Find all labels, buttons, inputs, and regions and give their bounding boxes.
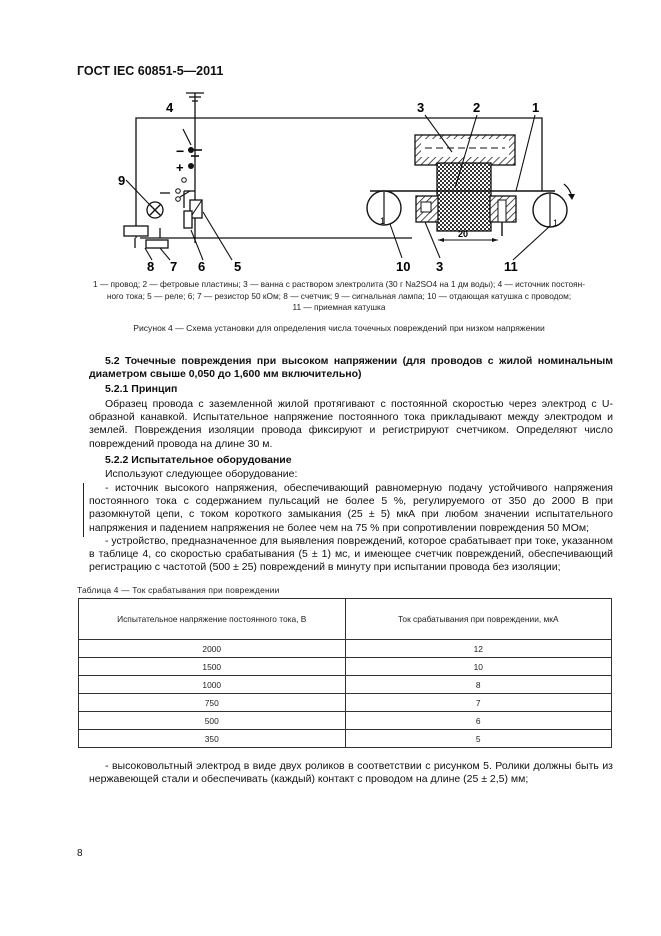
callout-8: 8 xyxy=(147,259,155,274)
equipment-item-hv-source: - источник высокого напряжения, обеспечивающий равномерную подачу устойчивого напряжения постоянного тока с содержанием пульсаций не более 5 %, регулируемого от 350 до 2000 В при разомкнутой цепи, с током короткого замыкания (25 ± 5) мкА при любом значении испытательного напряжения и падением напряжения не более чем на 75 % при сопротивлении повреждения 50 МОм; xyxy=(89,482,613,534)
cell-current: 12 xyxy=(345,640,612,658)
cell-current: 8 xyxy=(345,676,612,694)
resistor-7-icon xyxy=(146,240,168,248)
cell-voltage: 750 xyxy=(79,694,346,712)
cell-voltage: 1500 xyxy=(79,658,346,676)
equipment-intro: Используют следующее оборудование: xyxy=(105,468,298,480)
cell-voltage: 1000 xyxy=(79,676,346,694)
legend-line: 1 — провод; 2 — фетровые пластины; 3 — ванна с раствором электролита (30 г Na2SO4 на 1 дм воды); 4 — источник постоян- xyxy=(93,279,585,289)
table-header-voltage: Испытательное напряжение постоянного тока, В xyxy=(79,599,346,640)
equipment-item-electrode: - высоковольтный электрод в виде двух роликов в соответствии с рисунком 5. Ролики должны быть из нержавеющей стали и обеспечивать (каждый) контакт с проводом на длине (25 ± 2,5) мм; xyxy=(89,760,613,786)
cell-current: 6 xyxy=(345,712,612,730)
callout-6: 6 xyxy=(198,259,206,274)
table-row xyxy=(79,730,612,748)
cell-voltage: 2000 xyxy=(79,640,346,658)
callout-10: 10 xyxy=(396,259,411,274)
callout-7: 7 xyxy=(170,259,178,274)
table-row xyxy=(79,640,612,658)
table-caption: Таблица 4 — Ток срабатывания при повреждении xyxy=(77,585,280,595)
change-bar xyxy=(83,483,84,537)
callout-2: 2 xyxy=(473,100,481,115)
page-number: 8 xyxy=(77,848,83,859)
resistor-icon xyxy=(184,211,192,228)
callout-9: 9 xyxy=(118,173,126,188)
callout-4: 4 xyxy=(166,100,174,115)
section-5-2-1-text: Образец провода с заземленной жилой протягивают с постоянной скоростью через электрод с U-образной канавкой. Испытательное напряжение постоянного тока прикладывают между электродом и землей. Повреждения изоляции провода фиксируют и регистрируют счетчиком. Определяют число повреждений провода на длине 30 м. xyxy=(89,398,613,450)
roller-right-label: 1 xyxy=(553,218,559,228)
section-5-2-heading: 5.2 Точечные повреждения при высоком напряжении (для проводов с жилой номинальным диаметром свыше 0,050 до 1,600 мм включительно) xyxy=(89,355,613,381)
dimension-label: 20 xyxy=(458,229,469,239)
section-5-2-1-title: 5.2.1 Принцип xyxy=(105,383,178,395)
counter-icon xyxy=(124,226,148,236)
table-header-current: Ток срабатывания при повреждении, мкА xyxy=(345,599,612,640)
polarity-plus: + xyxy=(176,160,184,175)
cell-current: 5 xyxy=(345,730,612,748)
cell-voltage: 500 xyxy=(79,712,346,730)
equipment-item-detector: - устройство, предназначенное для выявления повреждений, которое срабатывает при токе, указанном в таблице 4, со скоростью срабатывания (5 ± 1) мс, и имеющее счетчик повреждений, обеспечивающий регистрацию с частотой (500 ± 25) повреждений в минуту при испытании провода без изоляции; xyxy=(89,535,613,574)
signal-lamp-icon xyxy=(147,202,163,218)
ground-icon xyxy=(186,93,204,118)
trip-current-table xyxy=(78,598,612,748)
table-row xyxy=(79,676,612,694)
table-row xyxy=(79,658,612,676)
felt-plates xyxy=(437,163,491,231)
callout-1: 1 xyxy=(532,100,540,115)
table-row xyxy=(79,712,612,730)
cell-current: 7 xyxy=(345,694,612,712)
legend-line: ного тока; 5 — реле; 6; 7 — резистор 50 кОм; 8 — счетчик; 9 — сигнальная лампа; 10 — отдающая катушка с проводом; xyxy=(106,290,572,301)
document-header: ГОСТ IEC 60851-5—2011 xyxy=(77,64,224,78)
callout-5: 5 xyxy=(234,259,242,274)
test-setup-diagram xyxy=(80,88,600,278)
roller-left-label: 1 xyxy=(380,216,386,226)
section-5-2-2-title: 5.2.2 Испытательное оборудование xyxy=(105,454,292,466)
cell-current: 10 xyxy=(345,658,612,676)
cell-voltage: 350 xyxy=(79,730,346,748)
callout-3: 3 xyxy=(417,100,425,115)
legend-line: 11 — приемная катушка xyxy=(292,302,386,313)
callout-11: 11 xyxy=(504,259,518,274)
figure-legend xyxy=(77,279,601,314)
callout-3b: 3 xyxy=(436,259,444,274)
table-row xyxy=(79,694,612,712)
figure-caption: Рисунок 4 — Схема установки для определения числа точечных повреждений при низком напряжении xyxy=(133,323,545,333)
polarity-minus: − xyxy=(176,143,185,159)
